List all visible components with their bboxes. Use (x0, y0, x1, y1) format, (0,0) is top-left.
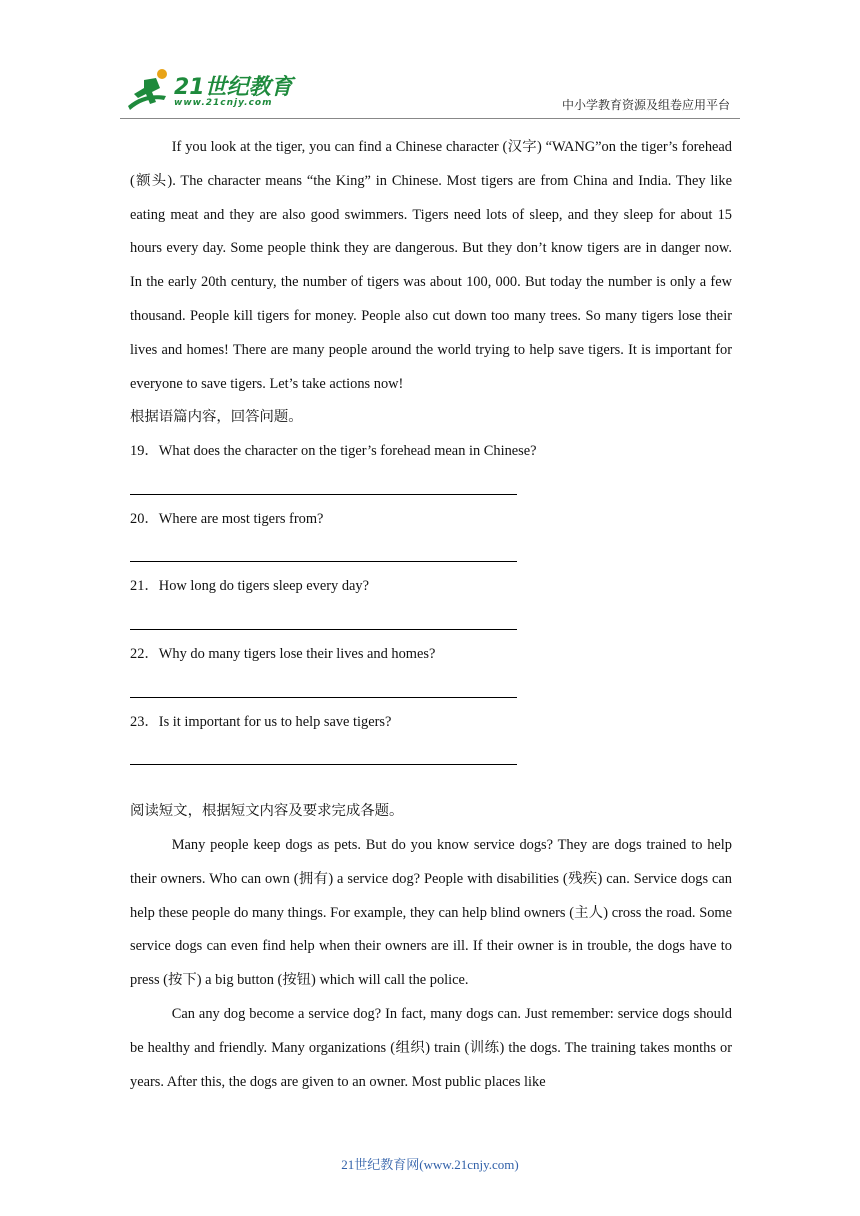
platform-name: 中小学教育资源及组卷应用平台 (561, 98, 730, 112)
question-text: How long do tigers sleep every day? (158, 578, 369, 595)
question-text: Where are most tigers from? (158, 510, 324, 527)
page-header (0, 0, 860, 125)
answer-line[interactable] (130, 469, 732, 503)
question-number: 23． (130, 713, 159, 730)
section-gap (130, 773, 732, 795)
header-divider (120, 118, 740, 119)
question-number: 19． (130, 443, 159, 460)
answer-line[interactable] (130, 537, 732, 571)
question (130, 570, 732, 604)
question-block (130, 503, 732, 571)
question-text: Why do many tigers lose their lives and homes? (158, 645, 436, 662)
question-block (130, 570, 732, 638)
logo (122, 66, 292, 116)
question-block (130, 706, 732, 774)
runner-logo-icon (122, 66, 174, 114)
logo-url: www.21cnjy.com (174, 98, 273, 108)
answer-line[interactable] (130, 604, 732, 638)
question (130, 435, 732, 469)
document-body (130, 131, 732, 1099)
page-footer: 21世纪教育网(www.21cnjy.com) (341, 1157, 519, 1172)
tiger-passage: If you look at the tiger, you can find a Chinese character (汉字) “WANG”on the tiger’s forehead (额头). The character means “the King” in Chinese. Most tigers are from China and India. They like eating meat and they are also good swimmers. Tigers need lots of sleep, and they sleep for about 15 hours every day. Some people think they are dangerous. But they don’t know tigers are in danger now. In the early 20th century, the number of tigers was about 100, 000. But today the number is only a few thousand. People kill tigers for money. People also cut down too many trees. So many tigers lose their lives and homes! There are many people around the world trying to help save tigers. It is important for everyone to save tigers. Let’s take actions now! (130, 139, 732, 392)
dogs-passage-paragraph-2: Can any dog become a service dog? In fact, many dogs can. Just remember: service dogs should be healthy and friendly. Many organizations (组织) train (训练) the dogs. The training takes months or years. After this, the dogs are given to an owner. Most public places like (130, 1005, 732, 1090)
question (130, 503, 732, 537)
question-number: 21． (130, 578, 159, 595)
question-number: 20． (130, 510, 159, 527)
question-block (130, 638, 732, 706)
dogs-passage-paragraph-1: Many people keep dogs as pets. But do you know service dogs? They are dogs trained to help their owners. Who can own (拥有) a service dog? People with disabilities (残疾) can. Service dogs can help these people do many things. For example, they can help blind owners (主人) cross the road. Some service dogs can even find help when their owners are ill. If their owner is in trouble, the dogs have to press (按下) a big button (按钮) which will call the police. (130, 836, 732, 989)
question-block (130, 435, 732, 503)
question (130, 638, 732, 672)
question-text: What does the character on the tiger’s forehead mean in Chinese? (158, 443, 537, 460)
instruction-answer-questions: 根据语篇内容，回答问题。 (130, 409, 303, 426)
question-number: 22． (130, 645, 159, 662)
instruction-read-passage: 阅读短文，根据短文内容及要求完成各题。 (130, 803, 404, 820)
answer-line[interactable] (130, 739, 732, 773)
question-text: Is it important for us to help save tigers? (158, 713, 392, 730)
answer-line[interactable] (130, 672, 732, 706)
logo-text: 21世纪教育 (174, 75, 293, 100)
question (130, 706, 732, 740)
